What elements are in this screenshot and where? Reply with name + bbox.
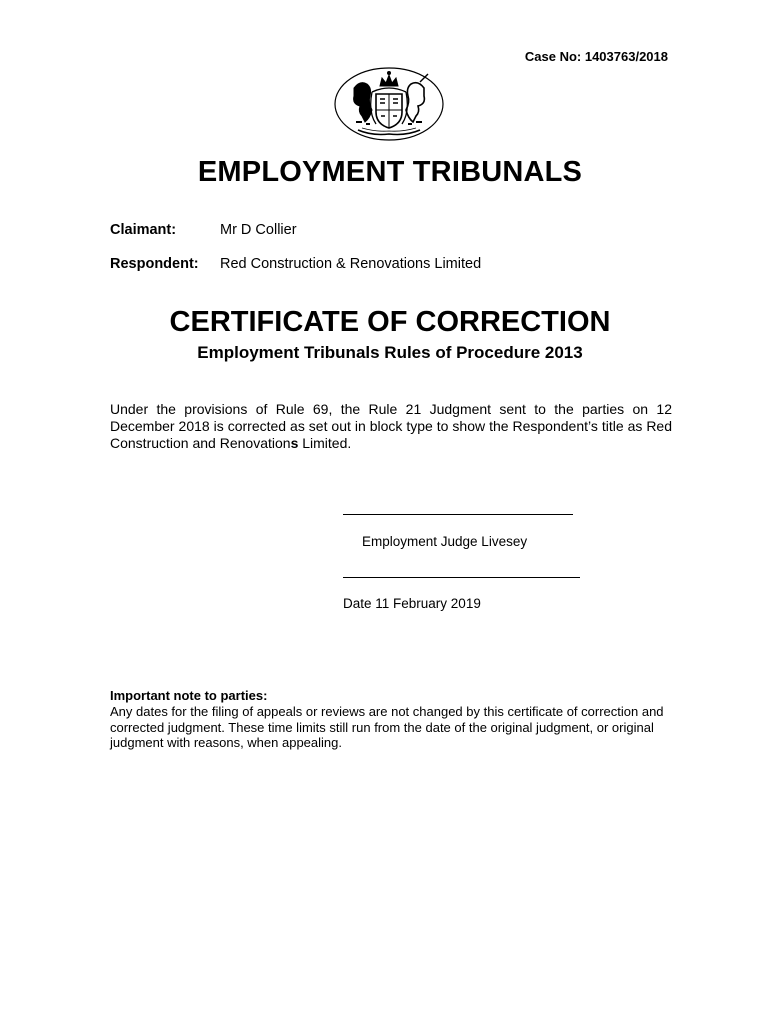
correction-text-end: Limited. [298, 435, 352, 451]
signature-line [343, 514, 573, 515]
signature-date: Date 11 February 2019 [343, 596, 481, 611]
page-title: EMPLOYMENT TRIBUNALS [197, 156, 583, 188]
royal-coat-of-arms-icon [332, 66, 446, 142]
correction-paragraph [110, 401, 672, 452]
claimant-label: Claimant: [110, 222, 177, 238]
correction-text-start: Under the provisions of Rule 69, the Rule 21 Judgment sent to the parties on 12 December 2018 is corrected as set out in block type to show the Respondent’s title as Red Construction and Renovation [110, 401, 672, 451]
claimant-value: Mr D Collier [220, 222, 297, 238]
certificate-title: CERTIFICATE OF CORRECTION [169, 306, 611, 338]
note-heading: Important note to parties: [110, 688, 268, 703]
certificate-subtitle: Employment Tribunals Rules of Procedure 2013 [197, 343, 583, 362]
correction-text-bold: s [290, 435, 299, 451]
date-line [343, 577, 580, 578]
judge-name: Employment Judge Livesey [362, 534, 528, 549]
respondent-label: Respondent: [110, 256, 199, 272]
note-text: Any dates for the filing of appeals or reviews are not changed by this certificate of correction and corrected judgment. These time limits still run from the date of the original judgment, or original judgment with reasons, when appealing. [110, 704, 664, 750]
case-number: Case No: 1403763/2018 [524, 49, 668, 64]
respondent-value: Red Construction & Renovations Limited [220, 256, 482, 272]
